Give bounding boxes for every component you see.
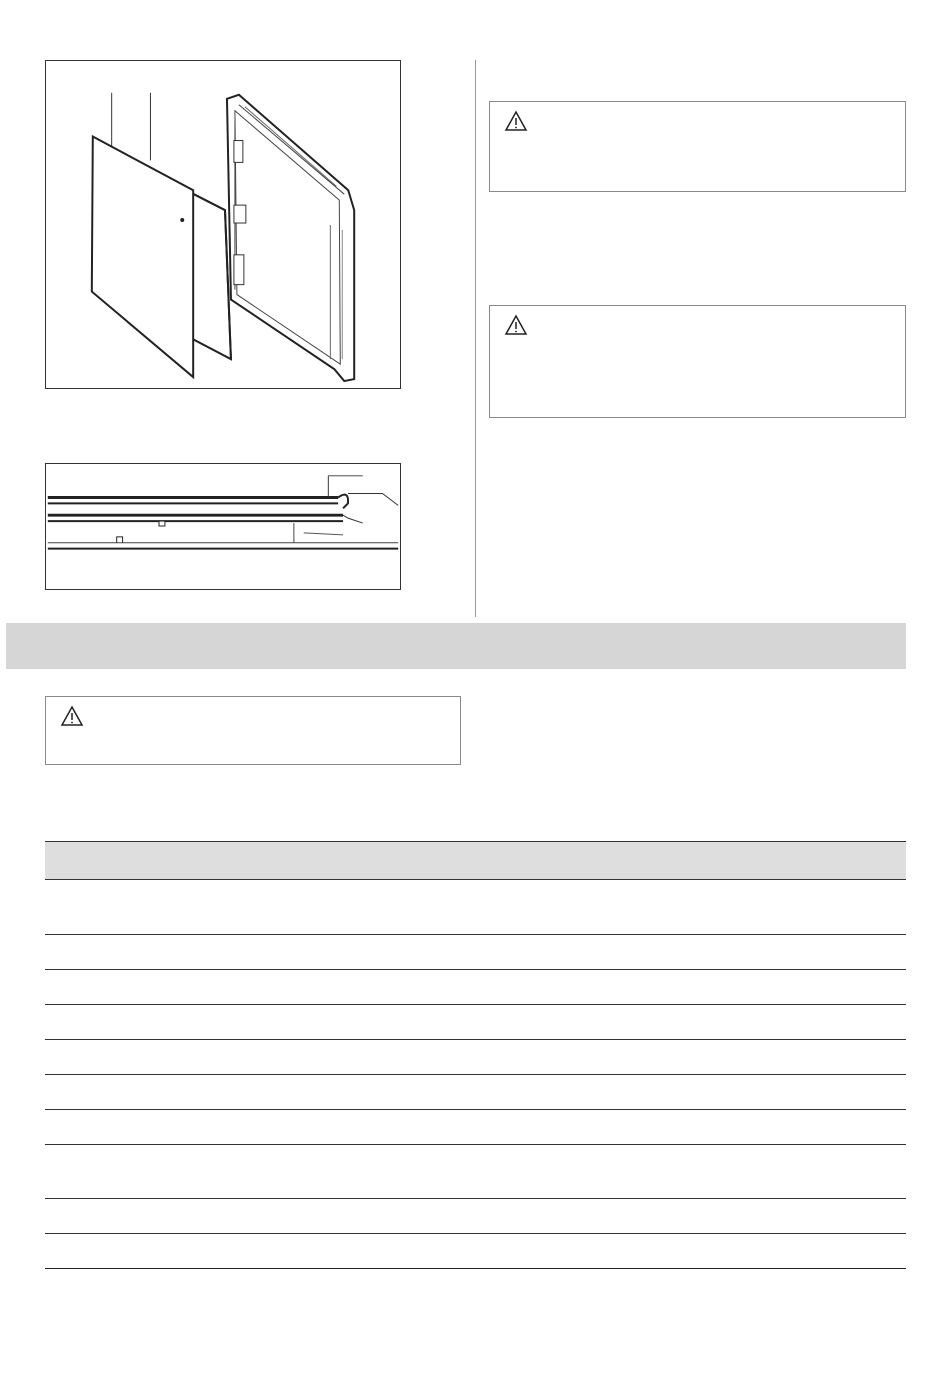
table-row (45, 1005, 906, 1040)
warning-triangle-icon (504, 314, 528, 336)
door-glass-cross-section-diagram (46, 464, 400, 589)
table-row (45, 1040, 906, 1075)
warning-box (489, 305, 906, 418)
warning-triangle-icon (60, 705, 84, 727)
door-section-figure (45, 463, 401, 590)
troubleshooting-table (45, 841, 906, 1269)
table-row (45, 1075, 906, 1110)
warning-triangle-icon (504, 110, 528, 132)
warning-box (45, 696, 461, 765)
door-panels-figure (45, 60, 401, 389)
table-row (45, 1110, 906, 1145)
table-row (45, 970, 906, 1005)
table-row (45, 1199, 906, 1234)
table-header (45, 841, 906, 880)
door-glass-panels-diagram (46, 61, 400, 388)
section-heading-bar (6, 623, 906, 669)
column-divider (475, 60, 476, 617)
table-row (45, 1145, 906, 1199)
table-row (45, 1234, 906, 1269)
table-row (45, 935, 906, 970)
table-row (45, 880, 906, 935)
warning-box (489, 101, 906, 192)
